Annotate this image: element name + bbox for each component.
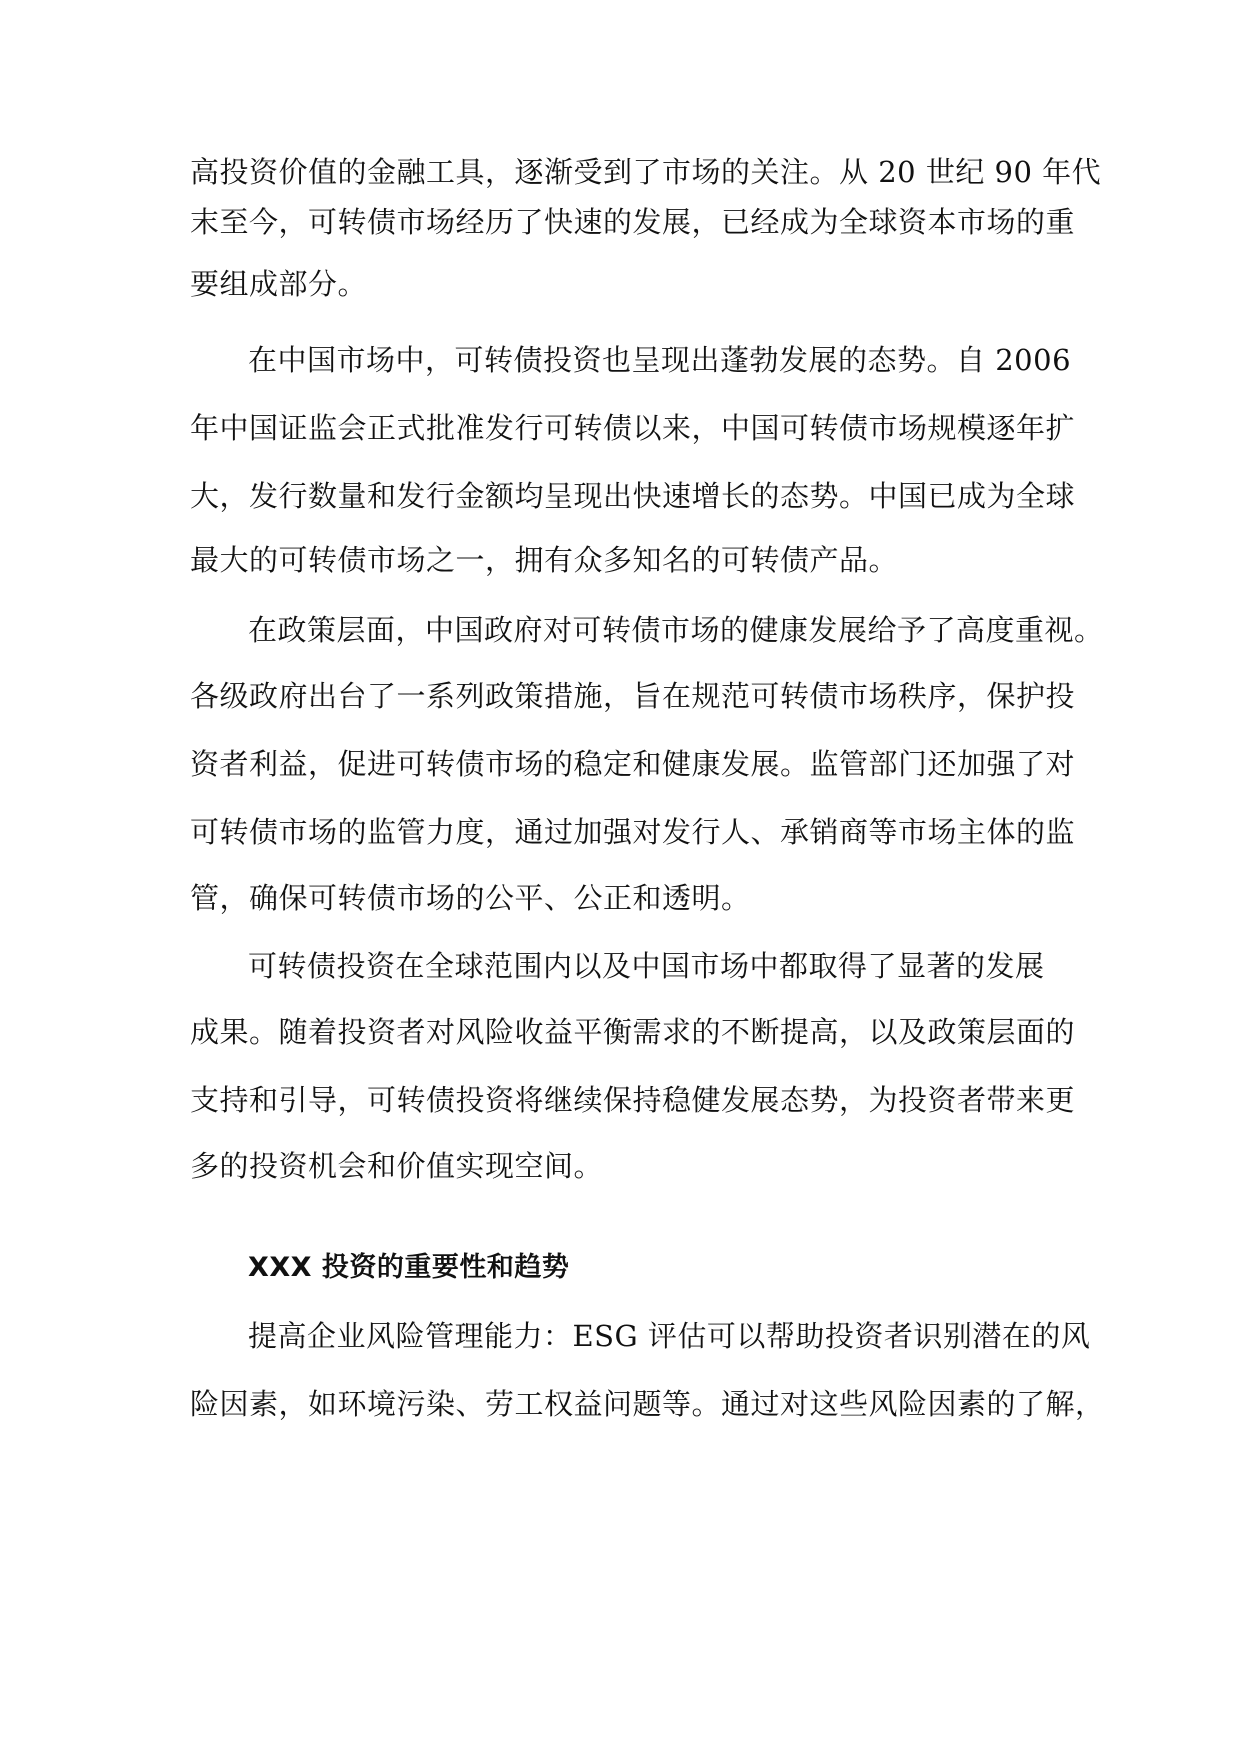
paragraph-line: 可转债投资在全球范围内以及中国市场中都取得了显著的发展 [248,949,1045,983]
paragraph-line: 高投资价值的金融工具，逐渐受到了市场的关注。从 20 世纪 90 年代 [190,155,1102,189]
paragraph-line: 最大的可转债市场之一，拥有众多知名的可转债产品。 [190,543,899,577]
paragraph-line: 年中国证监会正式批准发行可转债以来，中国可转债市场规模逐年扩 [190,411,1076,445]
paragraph-line: 资者利益，促进可转债市场的稳定和健康发展。监管部门还加强了对 [190,747,1076,781]
paragraph-line: 提高企业风险管理能力：ESG 评估可以帮助投资者识别潜在的风 [248,1319,1091,1353]
paragraph-line: 成果。随着投资者对风险收益平衡需求的不断提高，以及政策层面的 [190,1015,1076,1049]
paragraph-line: 末至今，可转债市场经历了快速的发展，已经成为全球资本市场的重 [190,205,1076,239]
section-heading: XXX 投资的重要性和趋势 [248,1252,570,1283]
paragraph-line: 管，确保可转债市场的公平、公正和透明。 [190,881,751,915]
paragraph-line: 支持和引导，可转债投资将继续保持稳健发展态势，为投资者带来更 [190,1083,1076,1117]
paragraph-line: 各级政府出台了一系列政策措施，旨在规范可转债市场秩序，保护投 [190,679,1076,713]
paragraph-line: 可转债市场的监管力度，通过加强对发行人、承销商等市场主体的监 [190,815,1076,849]
paragraph-line: 在政策层面，中国政府对可转债市场的健康发展给予了高度重视。 [248,613,1104,647]
paragraph-line: 险因素，如环境污染、劳工权益问题等。通过对这些风险因素的了解， [190,1387,1105,1421]
paragraph-line: 大，发行数量和发行金额均呈现出快速增长的态势。中国已成为全球 [190,479,1076,513]
paragraph-line: 要组成部分。 [190,267,368,301]
paragraph-line: 在中国市场中，可转债投资也呈现出蓬勃发展的态势。自 2006 [248,343,1072,377]
paragraph-line: 多的投资机会和价值实现空间。 [190,1149,604,1183]
